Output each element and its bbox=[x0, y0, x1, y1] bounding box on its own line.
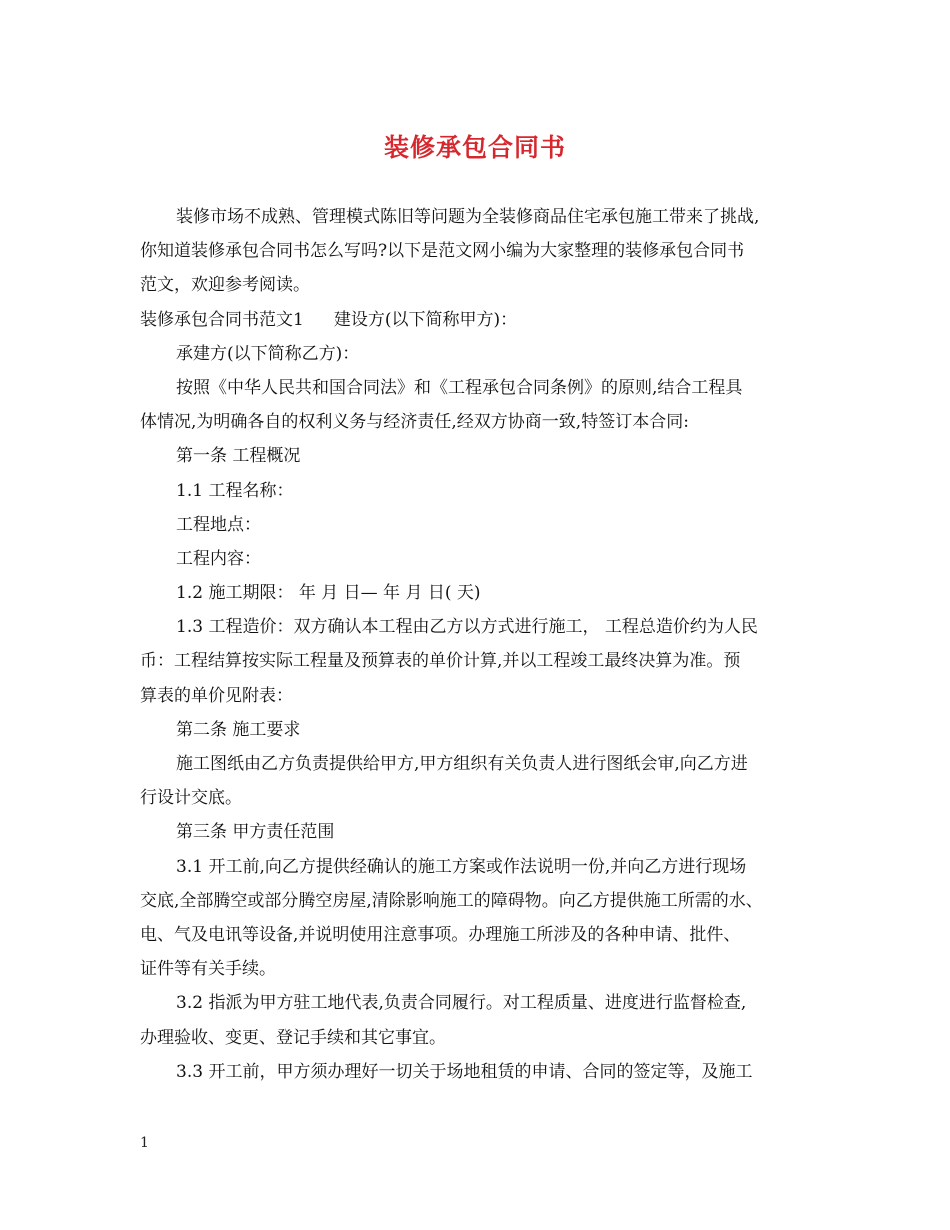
clause-line: 工程地点： bbox=[176, 514, 261, 535]
clause-line: 3.1 开工前,向乙方提供经确认的施工方案或作法说明一份,并向乙方进行现场 bbox=[176, 856, 747, 877]
paragraph-line: 范文，欢迎参考阅读。 bbox=[140, 275, 310, 296]
paragraph-line: 按照《中华人民共和国合同法》和《工程承包合同条例》的原则,结合工程具 bbox=[176, 377, 743, 398]
party-a-label: 建设方(以下简称甲方)： bbox=[333, 309, 518, 330]
clause-line: 1.1 工程名称： bbox=[176, 480, 294, 501]
party-b-label: 承建方(以下简称乙方)： bbox=[176, 343, 360, 364]
clause-line: 币：工程结算按实际工程量及预算表的单价计算,并以工程竣工最终决算为准。预 bbox=[140, 651, 741, 672]
page-number: 1 bbox=[140, 1135, 149, 1151]
paragraph-line: 体情况,为明确各自的权利义务与经济责任,经双方协商一致,特签订本合同: bbox=[140, 412, 689, 433]
clause-line: 交底,全部腾空或部分腾空房屋,清除影响施工的障碍物。向乙方提供施工所需的水、 bbox=[140, 890, 763, 911]
clause-line: 1.2 施工期限： 年 月 日— 年 月 日( 天) bbox=[176, 583, 481, 604]
clause-line: 办理验收、变更、登记手续和其它事宜。 bbox=[140, 1027, 446, 1048]
clause-line: 电、气及电讯等设备,并说明使用注意事项。办理施工所涉及的各种申请、批件、 bbox=[140, 924, 741, 945]
clause-line: 3.3 开工前，甲方须办理好一切关于场地租赁的申请、合同的签定等，及施工 bbox=[176, 1061, 753, 1082]
clause-line: 算表的单价见附表： bbox=[140, 685, 293, 706]
document-title: 装修承包合同书 bbox=[383, 133, 566, 162]
paragraph-line: 施工图纸由乙方负责提供给甲方,甲方组织有关负责人进行图纸会审,向乙方进 bbox=[176, 754, 748, 774]
article-heading: 第三条 甲方责任范围 bbox=[176, 822, 335, 843]
document-body bbox=[140, 200, 820, 1089]
clause-line: 工程内容： bbox=[176, 548, 261, 569]
clause-line: 证件等有关手续。 bbox=[140, 959, 276, 980]
article-heading: 第二条 施工要求 bbox=[176, 719, 301, 740]
clause-line: 3.2 指派为甲方驻工地代表,负责合同履行。对工程质量、进度进行监督检查, bbox=[176, 993, 747, 1014]
paragraph-line: 行设计交底。 bbox=[140, 788, 242, 809]
clause-line: 1.3 工程造价：双方确认本工程由乙方以方式进行施工， 工程总造价约为人民 bbox=[176, 617, 758, 638]
paragraph-line: 装修市场不成熟、管理模式陈旧等问题为全装修商品住宅承包施工带来了挑战, bbox=[176, 207, 760, 227]
paragraph-line: 你知道装修承包合同书怎么写吗?以下是范文网小编为大家整理的装修承包合同书 bbox=[140, 241, 745, 262]
sample-heading: 装修承包合同书范文1 bbox=[140, 309, 304, 330]
sample-heading-line bbox=[140, 303, 820, 337]
article-heading: 第一条 工程概况 bbox=[176, 446, 301, 467]
